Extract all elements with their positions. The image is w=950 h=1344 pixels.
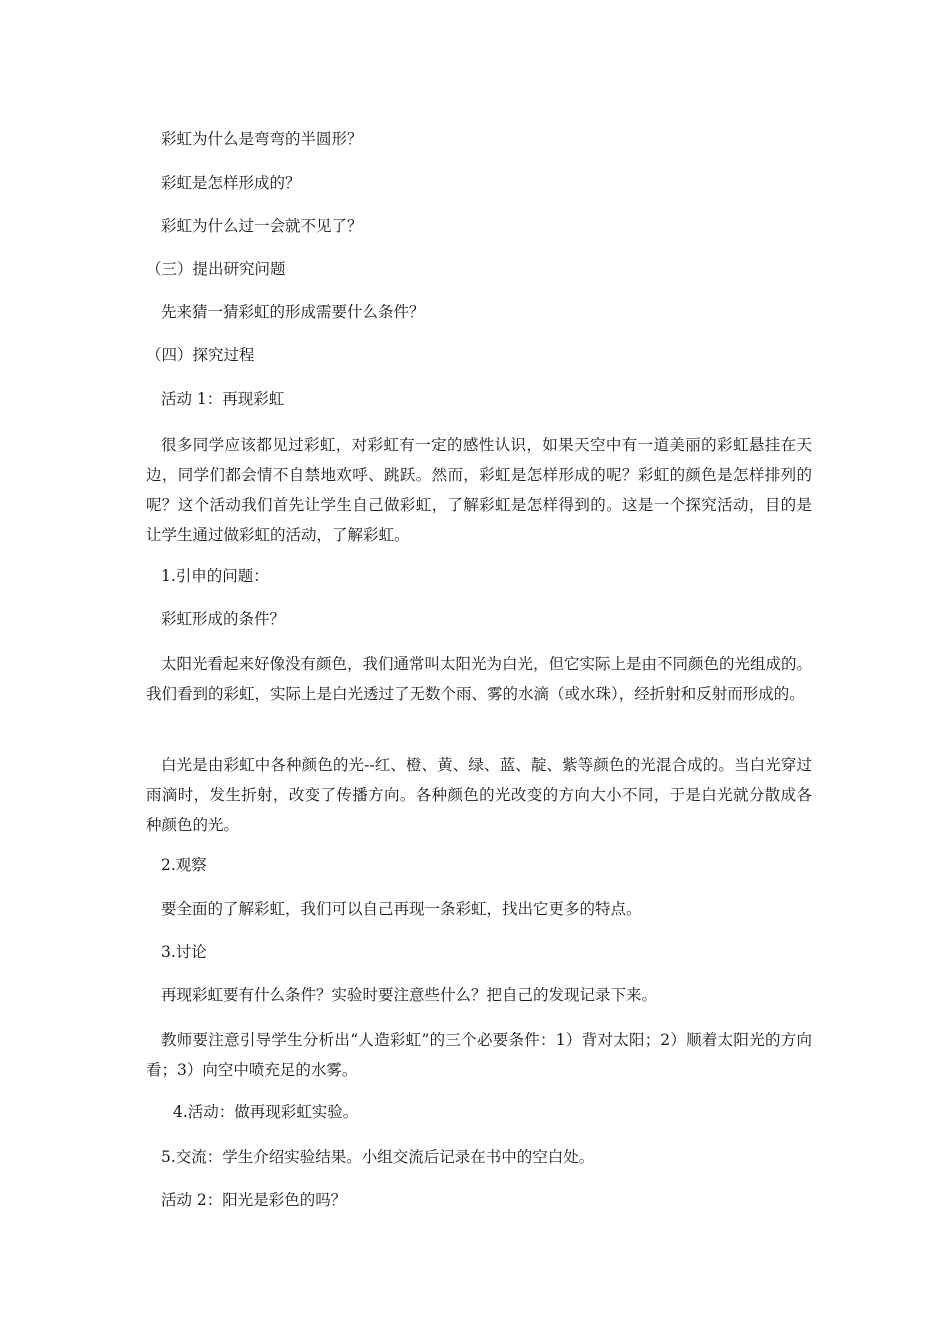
- section-heading-inquiry-process: （四）探究过程: [146, 346, 255, 364]
- paragraph-question-disappear: 彩虹为什么过一会就不见了？: [161, 217, 363, 235]
- paragraph-teacher-guidance: 教师要注意引导学生分析出“人造彩虹”的三个必要条件：1）背对太阳；2）顺着太阳光的方向看；3）向空中喷充足的水雾。: [146, 1031, 812, 1079]
- paragraph-white-light: 白光是由彩虹中各种颜色的光--红、橙、黄、绿、蓝、靛、紫等颜色的光混合成的。当白光穿过雨滴时，发生折射，改变了传播方向。各种颜色的光改变的方向大小不同，于是白光就分散成各种颜色的光。: [146, 756, 812, 834]
- paragraph-observe: 要全面的了解彩虹，我们可以自己再现一条彩虹，找出它更多的特点。: [161, 900, 642, 918]
- paragraph-sunlight: 太阳光看起来好像没有颜色，我们通常叫太阳光为白光，但它实际上是由不同颜色的光组成的。我们看到的彩虹，实际上是白光透过了无数个雨、雾的水滴（或水珠），经折射和反射而形成的。: [146, 655, 813, 703]
- list-item-2-heading: 2.观察: [161, 856, 207, 874]
- list-item-3-heading: 3.讨论: [161, 943, 207, 961]
- paragraph-question-arc-shape: 彩虹为什么是弯弯的半圆形？: [161, 130, 363, 148]
- list-item-5-exchange: 5.交流：学生介绍实验结果。小组交流后记录在书中的空白处。: [161, 1148, 595, 1166]
- paragraph-guess-conditions: 先来猜一猜彩虹的形成需要什么条件？: [161, 303, 425, 321]
- list-item-4-activity: 4.活动：做再现彩虹实验。: [173, 1103, 359, 1121]
- paragraph-condition-question: 彩虹形成的条件？: [161, 610, 286, 628]
- section-heading-research-question: （三）提出研究问题: [146, 260, 286, 278]
- paragraph-question-formation: 彩虹是怎样形成的？: [161, 174, 301, 192]
- activity-heading-1: 活动 1：再现彩虹: [161, 390, 285, 408]
- paragraph-intro-rainbow: 很多同学应该都见过彩虹，对彩虹有一定的感性认识，如果天空中有一道美丽的彩虹悬挂在天边，同学们都会情不自禁地欢呼、跳跃。然而，彩虹是怎样形成的呢？彩虹的颜色是怎样排列的呢？这个活动我们首先让学生自己做彩虹，了解彩虹是怎样得到的。这是一个探究活动，目的是让学生通过做彩虹的活动，了解彩虹。: [146, 436, 812, 544]
- paragraph-discussion: 再现彩虹要有什么条件？实验时要注意些什么？把自己的发现记录下来。: [161, 986, 658, 1004]
- list-item-1-heading: 1.引申的问题：: [161, 567, 269, 585]
- activity-heading-2: 活动 2：阳光是彩色的吗？: [161, 1191, 347, 1209]
